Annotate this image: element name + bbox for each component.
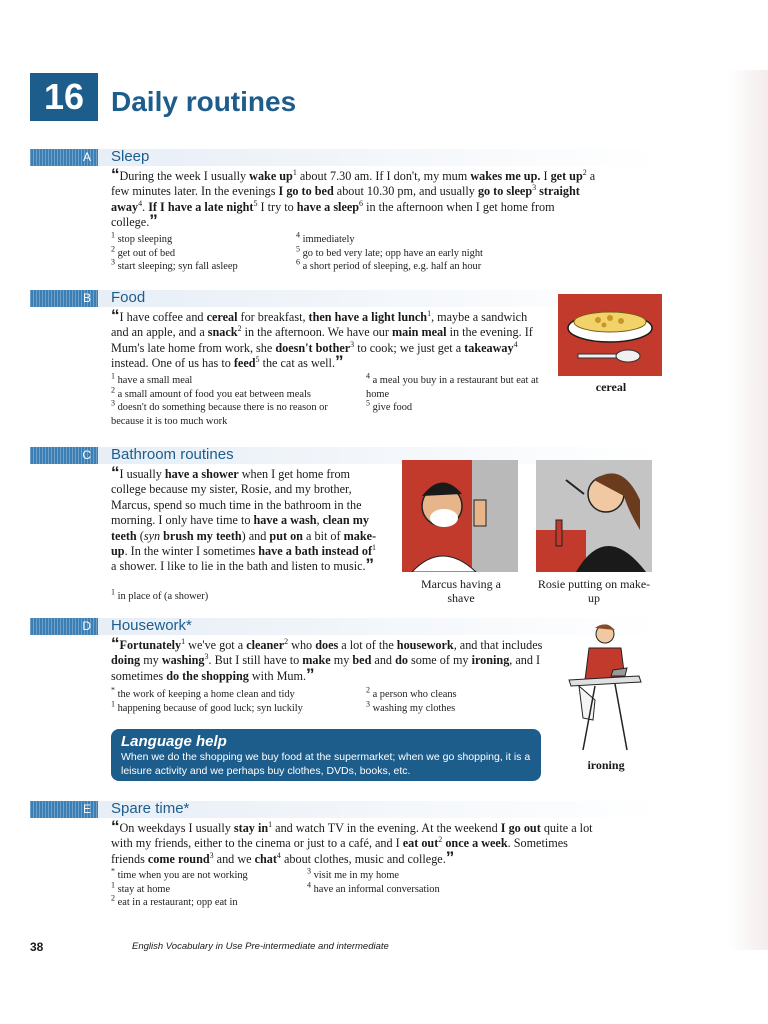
section-c-paragraph: “I usually have a shower when I get home from college because my sister, Rosie, and my brother, Marcus, spend so much time in the bathroom in the morning. I only have time to have a wash, clean my teeth (syn brush my teeth) and put on a bit of make-up. In the winter I sometimes have a bath instead $of^1$ a shower. I like to lie in the bath and listen to music.” [111,463,377,575]
section-d-paragraph: “Fortunately$^1$ we've got a cleaner$^2$ who does a lot of the housework, and that includes doing my washing$^3$. But I still have to make my bed and do some of my ironing, and I sometimes do the shopping with Mum.” [111,634,543,684]
section-c-notes [111,587,391,604]
section-d-heading: Housework* [111,617,192,634]
section-b-heading: Food [111,289,146,306]
ironing-illustration [565,620,645,752]
section-b-tab: B [30,290,98,307]
section-d-notes [111,685,551,718]
cereal-caption: cereal [595,380,627,394]
unit-title: Daily routines [111,86,297,117]
section-d-notes-left: * the work of keeping a home clean and tidy $^1$ happening because of good luck; syn luckily [111,685,303,714]
section-a-notes-left: $^1$ stop sleeping $^2$ get out of bed $^3$ start sleeping; syn fall asleep [111,230,238,272]
section-d-notes-right: $^2$ a person who cleans $^3$ washing my clothes [366,685,457,714]
section-a-notes-right: $^4$ immediately $^5$ go to bed very late; opp have an early night $^6$ a short period of sleeping, e.g. half an hour [296,230,483,272]
section-c-tab: C [30,447,98,464]
section-e-paragraph: “On weekdays I usually stay $in^1$ and watch TV in the evening. At the weekend I go out quite a lot with my friends, either to the cinema or just to a café, and I eat out$^2$ once a week. Sometimes friends come round$^3$ and we chat$^4$ about clothes, music and college.” [111,817,593,867]
marcus-shaving-illustration [402,460,518,572]
page-edge-shadow [728,70,768,950]
rosie-caption: Rosie putting on make-up [537,577,651,605]
unit-number: 16 [30,73,98,121]
language-help-text: When we do the shopping we buy food at the supermarket; when we go shopping, it is a leisure activity and we perhaps buy clothes, DVDs, books, etc. [121,751,531,777]
section-e-tab: E [30,801,98,818]
section-b-paragraph: “I have coffee and cereal for breakfast, then have a light lunch$^1$, maybe a sandwich and an apple, and a snack$^2$ in the afternoon. We have our main meal in the evening. If Mum's late home from work, she doesn't bother$^3$ to cook; we just get a takeaway$^4$ instead. One of us has to feed$^5$ the cat as well.” [111,306,533,372]
ironing-caption: ironing [587,758,625,772]
section-b-notes-right: $^4$ a meal you buy in a restaurant but eat at home $^5$ give food [366,371,539,413]
language-help-box [111,729,541,781]
section-c-notes-left: $^1$ in place of (a shower) [111,587,209,602]
section-b-notes [111,371,551,432]
section-a-heading: Sleep [111,148,150,165]
section-a-band [98,149,658,166]
section-e-notes-right: $^3$ visit me in my home $^4$ have an informal conversation [307,866,440,895]
marcus-caption: Marcus having a shave [421,577,501,605]
cereal-illustration [558,294,662,376]
rosie-makeup-illustration [536,460,652,572]
section-a-notes [111,230,601,278]
section-b-notes-left: $^1$ have a small meal $^2$ a small amount of food you eat between meals $^3$ doesn't do something because there is no reason or because it is too much work [111,371,328,427]
section-c-heading: Bathroom routines [111,446,234,463]
book-title: English Vocabulary in Use Pre-intermediate and intermediate [132,941,389,952]
section-a-tab: A [30,149,98,166]
page-number: 38 [30,940,44,954]
section-d-tab: D [30,618,98,635]
language-help-title: Language help [121,733,227,750]
section-e-heading: Spare time* [111,800,190,817]
section-e-notes [111,866,601,913]
section-a-paragraph: “During the week I usually wake $up^1$ about 7.30 am. If I don't, my mum wakes me up. I get $up^2$ a few minutes later. In the evenings I go to bed about 10.30 pm, and usually go to sleep$^3$ straight away$^4$. If I have a late night$^5$ I try to have a sleep$^6$ in the afternoon when I get home from college.” [111,165,596,231]
section-e-notes-left: * time when you are not working $^1$ stay at home $^2$ eat in a restaurant; opp eat in [111,866,248,908]
